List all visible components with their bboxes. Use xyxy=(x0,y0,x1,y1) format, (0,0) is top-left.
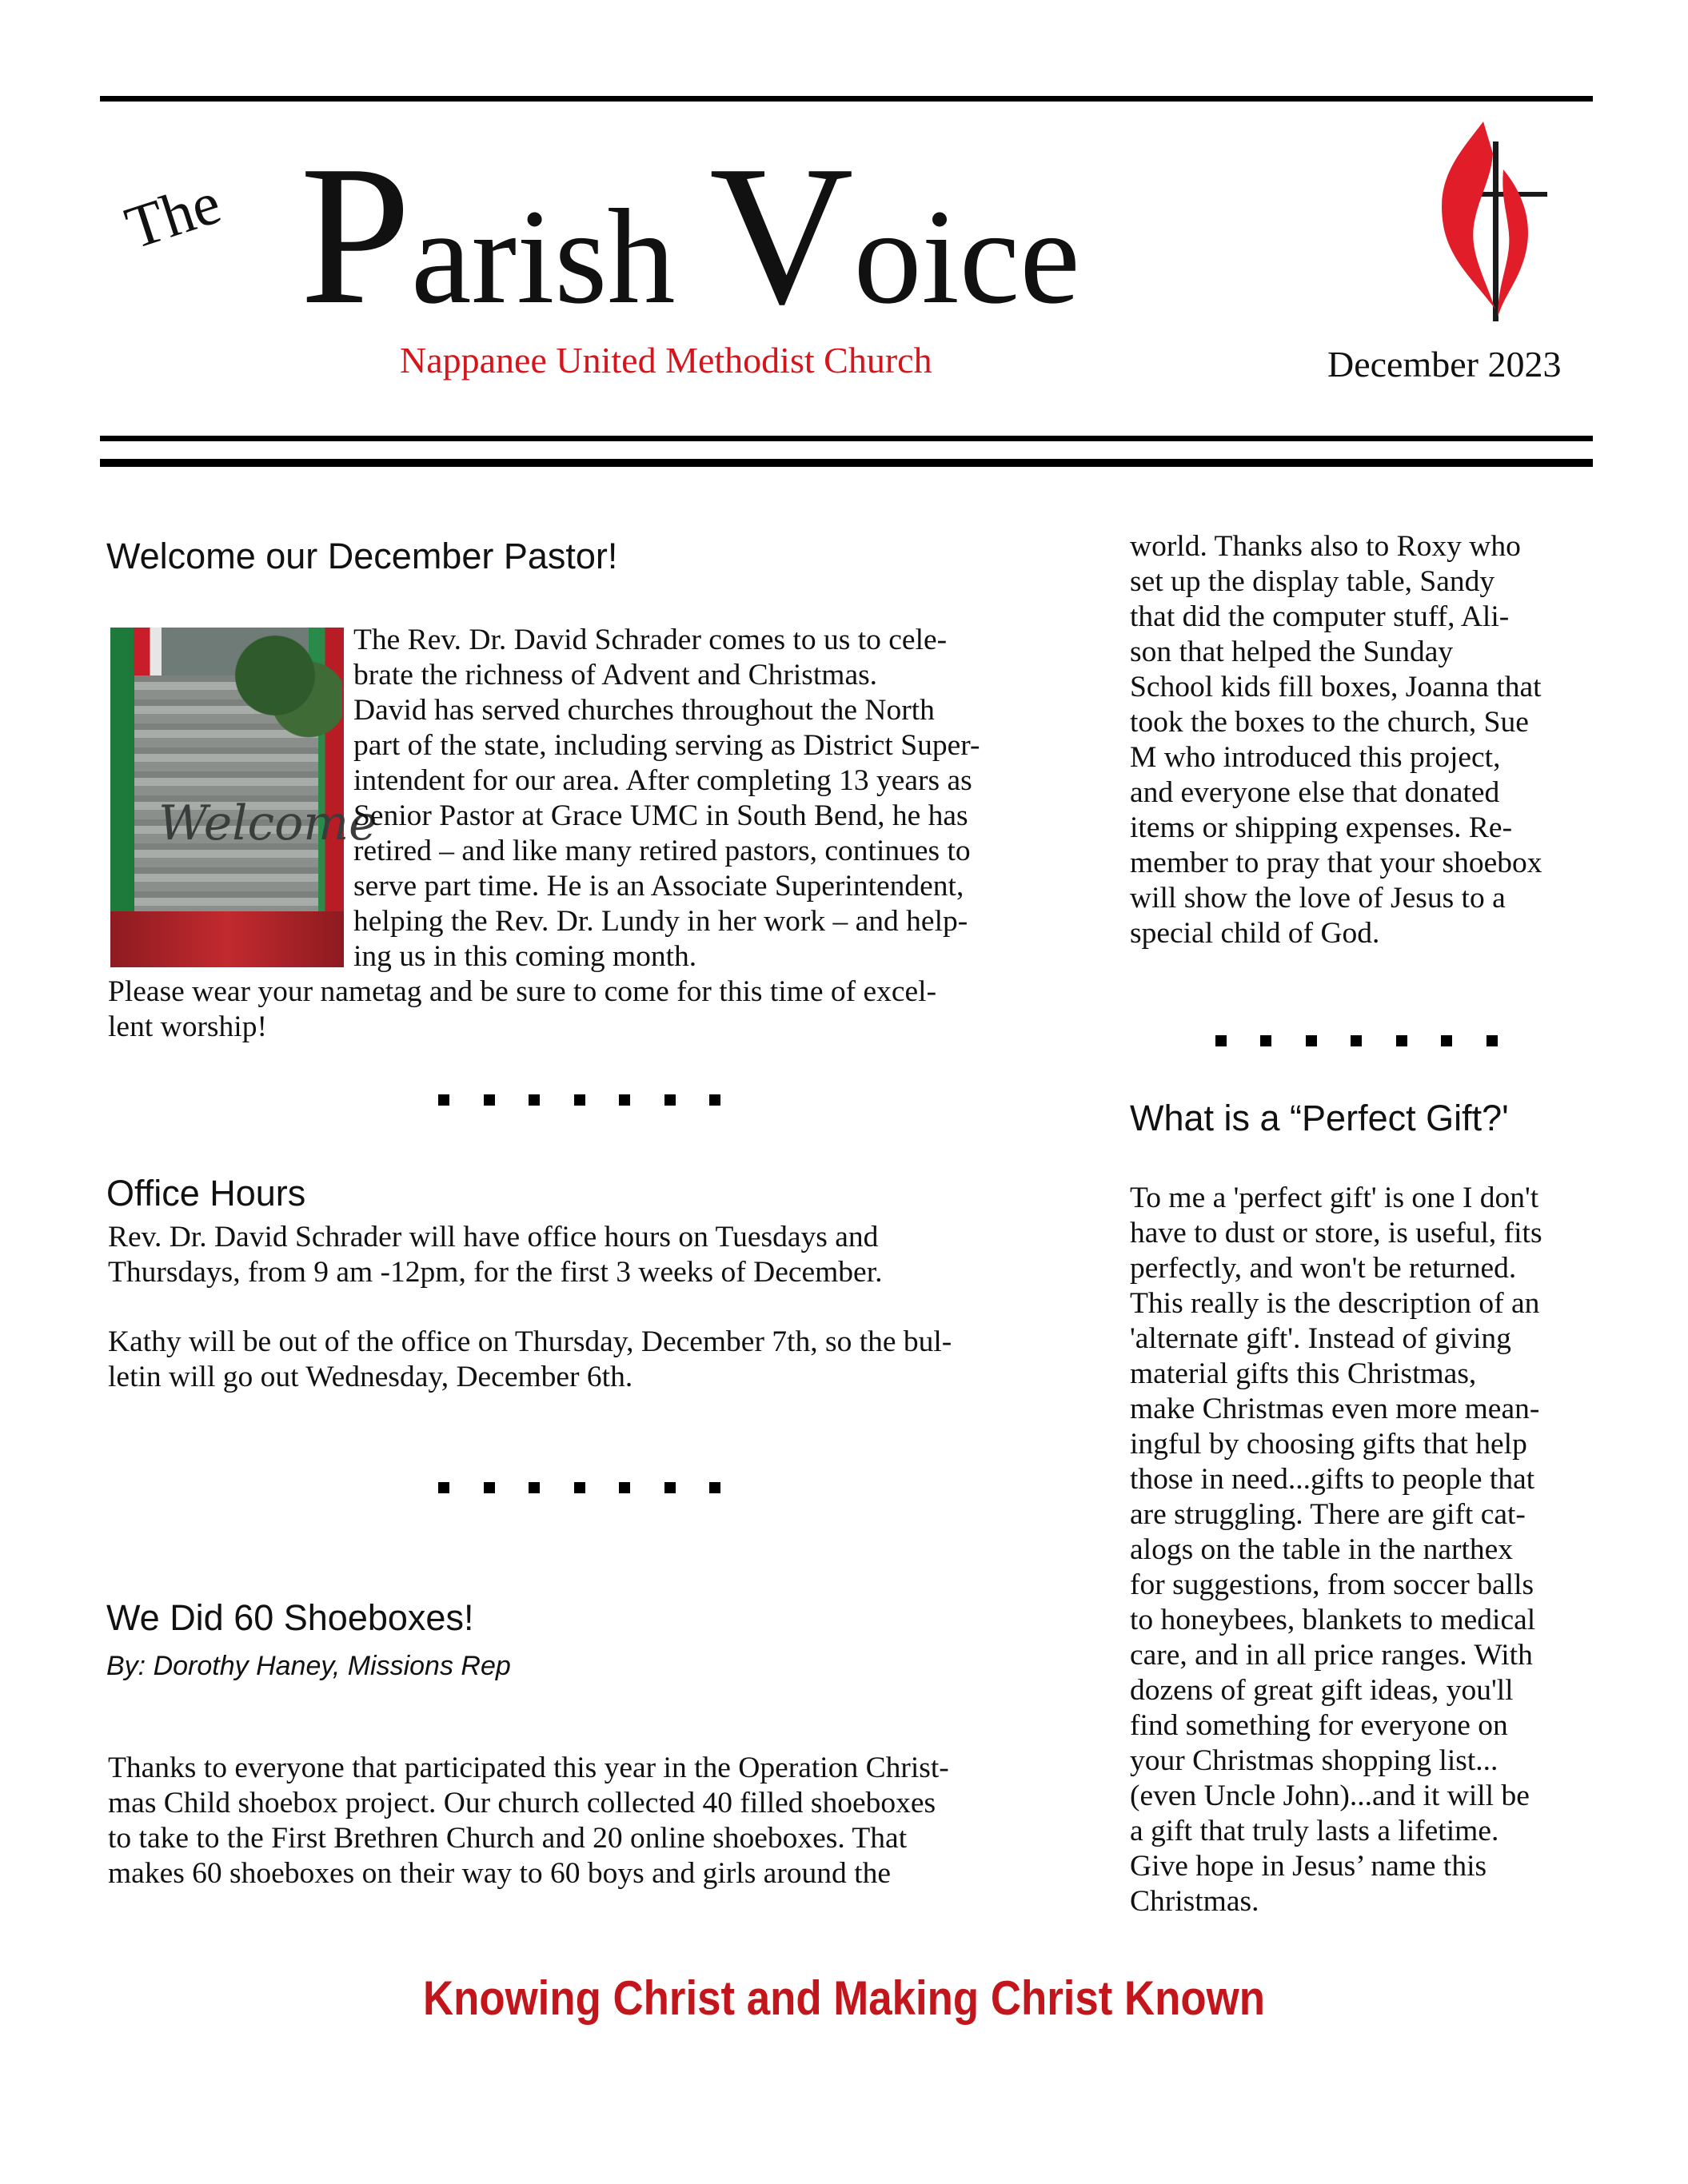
masthead-rule-1 xyxy=(100,436,1593,441)
paragraph-line: ingful by choosing gifts that help xyxy=(1130,1428,1527,1461)
paragraph-line: make Christmas even more mean- xyxy=(1130,1393,1540,1425)
paragraph-line: for suggestions, from soccer balls xyxy=(1130,1568,1534,1601)
byline: By: Dorothy Haney, Missions Rep xyxy=(106,1651,511,1681)
paragraph-line: find something for everyone on xyxy=(1130,1709,1508,1742)
paragraph-line: Kathy will be out of the office on Thursday, December 7th, so the bul- xyxy=(108,1325,952,1358)
paragraph-line: care, and in all price ranges. With xyxy=(1130,1639,1533,1672)
paragraph-line: dozens of great gift ideas, you'll xyxy=(1130,1674,1514,1707)
title-v: V xyxy=(709,125,854,346)
heading-perfect-gift: What is a “Perfect Gift?' xyxy=(1130,1098,1509,1138)
paragraph-line: The Rev. Dr. David Schrader comes to us to cele- xyxy=(353,624,948,656)
paragraph-line: M who introduced this project, xyxy=(1130,741,1501,774)
newsletter-title xyxy=(300,125,1080,346)
paragraph-line: brate the richness of Advent and Christmas. xyxy=(353,659,878,691)
title-oice: oice xyxy=(853,181,1080,332)
paragraph-line: and everyone else that donated xyxy=(1130,776,1500,809)
paragraph-line: Christmas. xyxy=(1130,1885,1259,1918)
title-p: P xyxy=(300,125,412,346)
paragraph-line: Give hope in Jesus’ name this xyxy=(1130,1850,1487,1883)
church-name: Nappanee United Methodist Church xyxy=(400,340,932,381)
paragraph-line: (even Uncle John)...and it will be xyxy=(1130,1779,1530,1812)
paragraph-line: intendent for our area. After completing 13 years as xyxy=(353,764,972,797)
paragraph-line: Rev. Dr. David Schrader will have office hours on Tuesdays and xyxy=(108,1221,879,1253)
footer-motto: Knowing Christ and Making Christ Known xyxy=(422,1971,1266,2025)
paragraph-line: material gifts this Christmas, xyxy=(1130,1357,1477,1390)
paragraph-line: a gift that truly lasts a lifetime. xyxy=(1130,1815,1499,1847)
heading-office-hours: Office Hours xyxy=(106,1173,306,1214)
heading-shoeboxes: We Did 60 Shoeboxes! xyxy=(106,1597,474,1638)
greenery xyxy=(230,628,342,747)
paragraph-line: letin will go out Wednesday, December 6th. xyxy=(108,1361,633,1393)
paragraph-line: mas Child shoebox project. Our church collected 40 filled shoeboxes xyxy=(108,1787,936,1819)
paragraph-line: that did the computer stuff, Ali- xyxy=(1130,600,1510,633)
paragraph-line: your Christmas shopping list... xyxy=(1130,1744,1498,1777)
office-hours-paragraph xyxy=(108,1220,882,1290)
welcome-sign-image xyxy=(110,628,377,967)
paragraph-line: those in need...gifts to people that xyxy=(1130,1463,1535,1496)
welcome-word-art: Welcome xyxy=(158,795,377,851)
paragraph-line: world. Thanks also to Roxy who xyxy=(1130,530,1521,563)
paragraph-line: School kids fill boxes, Joanna that xyxy=(1130,671,1542,703)
paragraph-line: part of the state, including serving as District Super- xyxy=(353,729,980,762)
paragraph-line: retired – and like many retired pastors, continues to xyxy=(353,835,971,867)
paragraph-line: will show the love of Jesus to a xyxy=(1130,882,1506,915)
paragraph-line: ing us in this coming month. xyxy=(353,940,697,973)
paragraph-line: Please wear your nametag and be sure to come for this time of excel- xyxy=(108,975,937,1008)
paragraph-line: lent worship! xyxy=(108,1010,267,1043)
heading-december-pastor: Welcome our December Pastor! xyxy=(106,536,618,576)
pastor-paragraph xyxy=(353,623,980,974)
paragraph-line: To me a 'perfect gift' is one I don't xyxy=(1130,1182,1539,1214)
paragraph-line: helping the Rev. Dr. Lundy in her work – and help- xyxy=(353,905,968,938)
paragraph-line: David has served churches throughout the North xyxy=(353,694,935,727)
paragraph-line: are struggling. There are gift cat- xyxy=(1130,1498,1526,1531)
masthead-the: The xyxy=(118,169,229,262)
pastor-paragraph-end xyxy=(108,974,936,1045)
paragraph-line: alogs on the table in the narthex xyxy=(1130,1533,1514,1566)
paragraph-line: serve part time. He is an Associate Superintendent, xyxy=(353,870,964,903)
paragraph-line: have to dust or store, is useful, fits xyxy=(1130,1217,1542,1249)
paragraph-line: Senior Pastor at Grace UMC in South Bend, he has xyxy=(353,799,968,832)
paragraph-line: perfectly, and won't be returned. xyxy=(1130,1252,1517,1285)
paragraph-line: son that helped the Sunday xyxy=(1130,636,1454,668)
paragraph-line: This really is the description of an xyxy=(1130,1287,1540,1320)
paragraph-line: took the boxes to the church, Sue xyxy=(1130,706,1529,739)
paragraph-line: Thursdays, from 9 am -12pm, for the first 3 weeks of December. xyxy=(108,1256,883,1289)
paragraph-line: set up the display table, Sandy xyxy=(1130,565,1495,598)
office-closure-paragraph xyxy=(108,1325,952,1395)
paragraph-line: special child of God. xyxy=(1130,917,1380,950)
title-arish: arish xyxy=(411,181,710,332)
perfect-gift-paragraph xyxy=(1130,1181,1542,1919)
cross-and-flame-icon xyxy=(1435,122,1555,325)
paragraph-line: items or shipping expenses. Re- xyxy=(1130,811,1513,844)
issue-date: December 2023 xyxy=(1327,344,1562,385)
red-band xyxy=(110,911,344,967)
top-rule xyxy=(100,96,1593,102)
paragraph-line: to honeybees, blankets to medical xyxy=(1130,1604,1536,1636)
paragraph-line: Thanks to everyone that participated this year in the Operation Christ- xyxy=(108,1752,949,1784)
paragraph-line: 'alternate gift'. Instead of giving xyxy=(1130,1322,1511,1355)
shoebox-paragraph xyxy=(108,1751,949,1891)
paragraph-line: to take to the First Brethren Church and 20 online shoeboxes. That xyxy=(108,1822,908,1855)
masthead-rule-2 xyxy=(100,459,1593,467)
paragraph-line: makes 60 shoeboxes on their way to 60 boys and girls around the xyxy=(108,1857,891,1890)
paragraph-line: member to pray that your shoebox xyxy=(1130,847,1542,879)
shoebox-continued xyxy=(1130,529,1542,951)
